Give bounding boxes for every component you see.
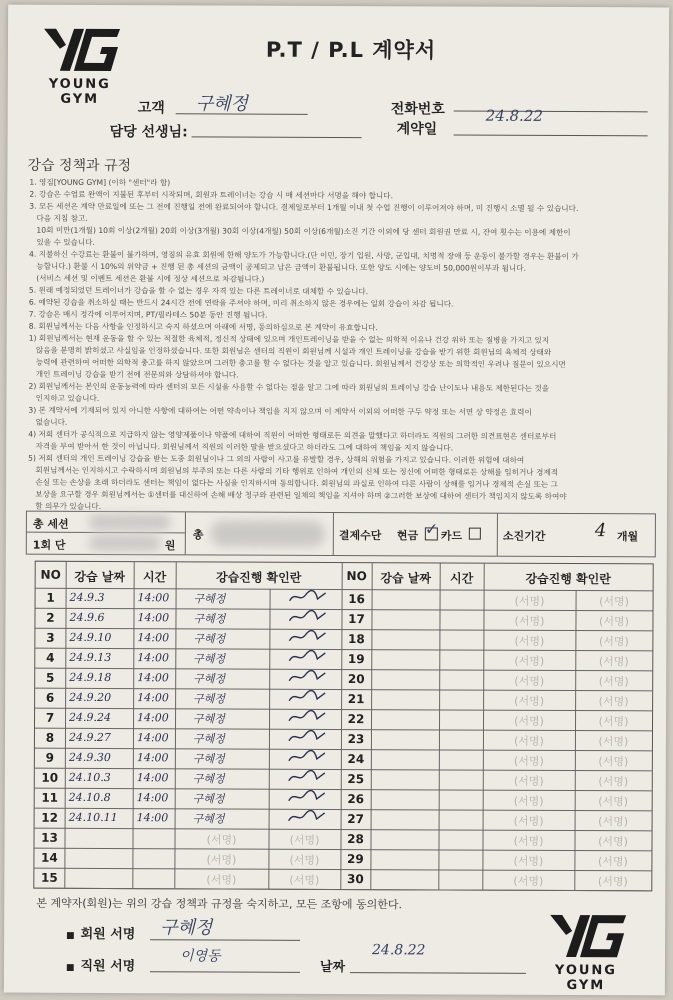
session-date: 24.9.18 [69, 670, 112, 685]
row-number: 24 [347, 752, 365, 767]
session-time: 14:00 [136, 771, 169, 785]
customer-label: 고객 [137, 100, 165, 117]
staff-sign-label-text: 직원 서명 [80, 958, 136, 975]
trainer-signature [287, 789, 337, 808]
trainer-signature-scribble [287, 709, 327, 725]
policy-line: 2) 회원님께서는 본인의 운동능력에 따라 센터의 모든 시설을 사용할 수 없다는 점을 알고 그에 따라 회원님의 트레이닝 강습 난이도나 내용도 제한된다는 것을 [28, 381, 550, 393]
sign-placeholder: (서명) [514, 634, 545, 648]
bullet-icon: ■ [66, 930, 75, 941]
sign-placeholder: (서명) [514, 614, 545, 628]
young-gym-logo-top [34, 27, 126, 107]
policy-line: 5. 원래 예정되었던 트레이너가 강습을 할 수 없는 경우 자격 있는 다른 트레이너로 대체할 수 있습니다. [28, 285, 369, 297]
contract-paper [4, 5, 669, 996]
row-number: 15 [40, 870, 58, 885]
member-signature: 구혜정 [192, 752, 225, 766]
member-signature: 구혜정 [193, 712, 225, 726]
logo-text: YOUNG GYM [554, 962, 618, 994]
row-number: 10 [41, 770, 59, 785]
redacted-per-session-price [89, 535, 161, 551]
logo-text: YOUNG GYM [48, 76, 111, 107]
period-value: 4 [594, 520, 607, 542]
member-signature: 구혜정 [193, 652, 226, 666]
trainer-signature-scribble [287, 809, 327, 825]
session-date: 24.9.13 [69, 650, 112, 665]
member-sign-label-text: 회원 서명 [80, 926, 136, 943]
header-date: 강습 날짜 [380, 571, 431, 586]
member-signature: 구혜정 [193, 672, 226, 686]
sign-placeholder: (서명) [206, 853, 237, 867]
policy-line: 1) 회원님께서는 현재 운동을 할 수 있는 적절한 육체적, 정신적 상태에 있으며 개인트레이닝을 받을 수 없는 의학적 이유나 건강 위하 또는 질병을 가지고 있지 [28, 333, 550, 345]
info-col-divider [497, 514, 498, 556]
row-number: 7 [45, 710, 55, 725]
sign-placeholder: (서명) [599, 595, 630, 609]
member-sign-line [150, 939, 300, 941]
row-number: 2 [46, 610, 55, 625]
yg-logo-icon [540, 913, 630, 959]
policy-line: 3) 본 계약서에 기재되어 있지 아니한 사항에 대하여는 어떤 약속이나 책임을 지지 않으며 이 계약서 이외의 어떠한 구두 약정 또는 서면 상 약정은 효력이 [28, 405, 532, 417]
phone-line [454, 111, 648, 113]
row-number: 8 [45, 730, 55, 745]
policy-line: 8. 회원님께서는 다음 사항을 인정하시고 숙지 하셨으며 아래에 서명, 동의하심으로 본 계약이 유효합니다. [28, 321, 378, 333]
policy-line: 않음을 분명히 밝히셨고 사실임을 인정하셨습니다. 또한 회원님은 센터의 직원이 회원님께 시설과 개인 트레이닝을 강습을 받기 위한 회원님의 육체적 상태와 [28, 345, 552, 357]
row-number: 16 [348, 592, 365, 607]
session-date: 24.9.20 [69, 690, 112, 705]
row-number: 19 [347, 652, 365, 667]
member-sign-label [66, 923, 135, 942]
trainer-line [192, 136, 362, 138]
row-number: 26 [347, 792, 365, 807]
header-no: NO [40, 567, 61, 582]
sign-placeholder: (서명) [513, 794, 544, 808]
policy-line: 있을 수 있습니다. [29, 237, 95, 247]
session-time: 14:00 [136, 731, 169, 745]
staff-sign-value: 이영동 [179, 948, 221, 965]
date-value: 24.8.22 [372, 942, 426, 959]
grid-col-line [438, 563, 440, 889]
trainer-signature-scribble [287, 749, 327, 765]
member-signature: 구혜정 [193, 592, 226, 606]
staff-sign-line [150, 971, 300, 973]
session-date: 24.9.6 [69, 610, 105, 624]
trainer-signature [287, 769, 337, 788]
bullet-icon: ■ [65, 962, 75, 973]
staff-sign-label [66, 955, 135, 974]
contract-date-line [454, 135, 648, 137]
row-number: 13 [41, 830, 58, 845]
row-number: 12 [41, 810, 58, 825]
member-signature: 구혜정 [192, 772, 225, 786]
date-line [350, 972, 526, 974]
trainer-signature [287, 689, 337, 708]
sign-placeholder: (서명) [598, 635, 629, 649]
member-signature: 구혜정 [193, 692, 226, 706]
payment-label: 결제수단 [338, 529, 382, 543]
sign-placeholder: (서명) [289, 873, 320, 887]
policy-line: 4) 저희 센터가 공식적으로 지급하지 않는 영양제품이나 약품에 대하여 직원이 어떠한 형태로든 의견을 말했다고 하더라도 직원의 그러한 의견표현은 센터로부터 [28, 429, 557, 441]
policy-text [28, 177, 654, 516]
trainer-signature-scribble [287, 649, 327, 665]
trainer-signature [287, 629, 337, 648]
policy-line: 3. 모든 세션은 계약 만료일에 또는 그 전에 진행일 전에 완료되어야 합니다. 결제일로부터 1개월 이내 첫 수업 진행이 이루어져야 하며, 미 진행시 소멸 될 수 있습니다. [29, 201, 579, 214]
session-time: 14:00 [137, 671, 169, 685]
sign-placeholder: (서명) [514, 594, 545, 608]
sign-placeholder: (서명) [513, 814, 544, 828]
trainer-signature-scribble [287, 609, 327, 625]
row-number: 14 [41, 850, 58, 865]
redacted-total-sessions [89, 514, 171, 530]
session-date: 24.9.3 [69, 590, 105, 604]
check-mark-icon: ✓ [424, 519, 439, 539]
session-date: 24.10.8 [68, 790, 111, 805]
row-number: 18 [348, 632, 365, 647]
trainer-signature [287, 749, 337, 768]
header-date: 강습 날짜 [74, 569, 125, 585]
header-confirm: 강습진행 확인란 [215, 570, 302, 585]
row-number: 22 [347, 712, 365, 727]
policy-line: 10회 미만(1개월) 10회 이상(2개월) 20회 이상(3개월) 30회 이상(4개월) 50회 이상(6개월)소진 기간 이외에 당 센터 회원권 만료 시, 잔여 횟수는 이용에 제한이 [29, 225, 571, 238]
policy-line: 다음 지침 참고. [29, 213, 88, 223]
per-session-label: 1회 단 [32, 538, 66, 552]
trainer-signature [287, 709, 337, 728]
session-date: 24.9.27 [68, 730, 111, 745]
trainer-signature-scribble [287, 729, 327, 745]
sign-placeholder: (서명) [599, 615, 629, 629]
member-signature: 구혜정 [193, 612, 226, 626]
sign-placeholder: (서명) [597, 855, 628, 869]
session-time: 14:00 [137, 631, 170, 645]
session-time: 14:00 [136, 811, 169, 825]
card-label: 카드 [440, 529, 463, 543]
row-number: 11 [41, 790, 59, 805]
trainer-signature [287, 669, 337, 688]
policy-line: 2. 강습은 수업료 완액이 지불된 후부터 시작되며, 회원과 트레이너는 강습 시 매 세션마다 서명을 해야 합니다. [29, 189, 394, 201]
document-title: P.T / P.L 계약서 [265, 37, 437, 63]
sign-placeholder: (서명) [513, 854, 544, 868]
sign-placeholder: (서명) [598, 695, 629, 709]
trainer-signature-scribble [287, 789, 327, 805]
info-col-divider [185, 512, 186, 554]
sign-placeholder: (서명) [513, 834, 544, 848]
session-time: 14:00 [136, 751, 169, 765]
policy-line: 손실 또는 손상을 초래 하더라도 센터는 책임이 없다는 사실을 인지하시며 동의합니다. 회원님의 과실로 인하여 다른 사람이 상해를 입거나 경제적 손실 또는 그 [28, 477, 558, 489]
info-row-divider [27, 532, 185, 534]
sign-placeholder: (서명) [598, 815, 629, 829]
policy-line: 보상을 요구할 경우 회원님께서는 ①센터를 대신하여 손해 배상 청구와 관련된 일체의 책임을 지셔야 하며 ②그러한 보상에 대하여 센터가 책임지지 않도록 하여야 [28, 489, 567, 502]
member-signature: 구혜정 [192, 792, 225, 806]
contract-date-value: 24.8.22 [485, 106, 543, 125]
total-label: 총 [192, 528, 204, 542]
session-time: 14:00 [137, 691, 169, 705]
policy-line: 자격을 부여 받아서 한 것이 아닙니다. 회원님께서 직원의 이러한 말을 받으셨다고 하더라도 그에 대하여 책임을 지지 않습니다. [28, 441, 454, 453]
session-grid [33, 561, 653, 892]
row-number: 3 [46, 630, 55, 645]
row-number: 30 [346, 872, 364, 887]
row-number: 9 [45, 750, 55, 765]
contract-date-label: 계약일 [396, 121, 438, 138]
trainer-signature [288, 589, 338, 608]
date-label: 날짜 [319, 959, 346, 976]
policy-line: 능력에 관련하여 어떠한 의학적 충고를 하지 않았으며 그러한 충고를 할 수 없다는 것을 알고 있습니다. 회원님께서 건강상 또는 의학적인 우려나 질문이 있으시면 [28, 357, 566, 369]
trainer-signature [287, 809, 337, 828]
session-date: 24.9.30 [68, 750, 111, 765]
trainer-signature [287, 609, 337, 628]
policy-line: 개인 트레이닝 강습을 받기 전에 전문의와 상담하셔야 합니다. [28, 369, 239, 380]
header-time: 시간 [450, 571, 474, 586]
trainer-signature-scribble [287, 629, 327, 645]
member-signature: 구혜정 [192, 812, 225, 826]
session-time: 14:00 [137, 611, 170, 625]
session-time: 14:00 [136, 791, 169, 805]
sign-placeholder: (서명) [513, 874, 544, 888]
row-number: 6 [45, 690, 55, 705]
row-number: 5 [46, 670, 55, 685]
trainer-signature-scribble [287, 689, 327, 705]
policy-line: 6. 예약된 강습을 취소하실 때는 반드시 24시간 전에 연락을 주셔야 하며, 미리 취소하지 않은 경우에는 일회 강습이 차감 됩니다. [28, 297, 454, 309]
session-date: 24.10.3 [68, 770, 111, 785]
policy-line: 회원님께서는 인지하시고 수락하시며 회원님의 부주의 또는 다른 사람의 기타 행위로 인하여 개인의 신체 또는 정신에 어떠한 형태로든 상해를 입히거나 경제적 [28, 465, 559, 477]
phone-label: 전화번호 [390, 101, 445, 118]
row-number: 1 [46, 590, 55, 605]
period-unit: 개월 [616, 530, 639, 544]
policy-line: 4. 지불하신 수강료는 환불이 불가하며, 영짐의 유효 회원에 한해 양도가 가능합니다.(단 이민, 장기 입원, 사망, 군입대, 치명적 장애 등 운동이 불가할 경우는 환불이 가 [29, 249, 579, 262]
header-confirm: 강습진행 확인란 [525, 571, 611, 587]
sign-placeholder: (서명) [598, 775, 629, 789]
policy-line: (서비스 세션 및 이벤트 세션은 환불 시에 정상 세션으로 차감됩니다.) [28, 273, 265, 284]
sign-placeholder: (서명) [598, 835, 628, 849]
sign-placeholder: (서명) [598, 755, 629, 769]
row-number: 29 [347, 852, 364, 867]
sign-placeholder: (서명) [597, 875, 628, 889]
sign-placeholder: (서명) [598, 655, 629, 669]
sign-placeholder: (서명) [598, 795, 629, 809]
sign-placeholder: (서명) [289, 853, 320, 867]
member-sign-value: 구혜정 [160, 917, 213, 939]
policy-line: 능합니다.) 환불 시 10%의 위약금 + 진행 된 총 세션의 금액이 공제되고 남은 금액이 환불됩니다. 또한 양도 시에는 양도비 50,000원이부과 됩니다. [28, 261, 527, 273]
yg-logo-icon [34, 27, 124, 73]
trainer-signature [287, 729, 337, 748]
trainer-signature [287, 649, 337, 668]
trainer-signature-scribble [287, 669, 327, 685]
session-time: 14:00 [137, 711, 169, 725]
sign-placeholder: (서명) [513, 734, 544, 748]
sign-placeholder: (서명) [206, 873, 237, 887]
sign-placeholder: (서명) [598, 715, 629, 729]
sign-placeholder: (서명) [206, 833, 237, 847]
period-label: 소진기간 [502, 529, 546, 543]
trainer-label: 담당 선생님: [109, 124, 188, 141]
member-signature: 구혜정 [193, 632, 226, 646]
sign-placeholder: (서명) [513, 754, 544, 768]
header-time: 시간 [143, 570, 167, 585]
sign-placeholder: (서명) [514, 694, 545, 708]
row-number: 17 [348, 612, 365, 627]
sign-placeholder: (서명) [514, 714, 544, 728]
policy-line: 없습니다. [28, 417, 68, 427]
sign-placeholder: (서명) [514, 674, 545, 688]
session-date: 24.10.11 [68, 810, 118, 825]
cash-label: 현금 [396, 529, 419, 543]
member-signature: 구혜정 [192, 732, 225, 746]
policy-line: 할 의무가 있습니다. [27, 501, 102, 511]
trainer-signature-scribble [288, 589, 328, 605]
sign-placeholder: (서명) [598, 735, 629, 749]
customer-value: 구혜정 [195, 93, 248, 115]
row-number: 20 [347, 672, 365, 687]
row-number: 28 [347, 832, 364, 847]
total-sessions-label: 총 세션 [32, 517, 69, 531]
agreement-statement: 본 계약자(회원)는 위의 강습 정책과 규정을 숙지하고, 모든 조항에 동의한다. [36, 896, 403, 912]
session-time: 14:00 [137, 591, 170, 605]
sign-placeholder: (서명) [598, 675, 629, 689]
sign-placeholder: (서명) [514, 654, 545, 668]
policy-line: 인지하고 있습니다. [28, 393, 100, 403]
info-col-divider [333, 513, 334, 555]
row-number: 23 [347, 732, 365, 747]
card-checkbox[interactable] [469, 528, 481, 540]
sign-placeholder: (서명) [513, 774, 544, 788]
row-number: 25 [347, 772, 365, 787]
won-label: 원 [164, 539, 176, 553]
policy-title: 강습 정책과 규정 [27, 157, 132, 175]
row-number: 4 [46, 650, 55, 665]
policy-line: 7. 강습은 매시 정각에 이루어지며, PT/필라테스 50분 동안 진행 됩니다. [28, 309, 268, 320]
header-no: NO [346, 569, 367, 584]
sign-placeholder: (서명) [289, 833, 320, 847]
policy-line: 1. 영짐[YOUNG GYM] (이하 "센터"라 함) [29, 177, 171, 188]
contract-info-table [26, 511, 656, 558]
trainer-signature-scribble [287, 769, 327, 785]
policy-line: 5) 저희 센터의 개인 트레이닝 강습을 받는 도중 회원님이나 그 외의 사람이 사고를 유발할 경우, 상해의 위험을 가지고 있습니다. 이러한 위험에 대하여 [28, 453, 525, 465]
row-number: 21 [347, 692, 365, 707]
row-number: 27 [347, 812, 364, 827]
session-date: 24.9.24 [69, 710, 112, 725]
session-time: 14:00 [137, 651, 170, 665]
redacted-total-price [211, 520, 325, 546]
session-date: 24.9.10 [69, 630, 112, 645]
young-gym-logo-bottom [540, 913, 632, 993]
